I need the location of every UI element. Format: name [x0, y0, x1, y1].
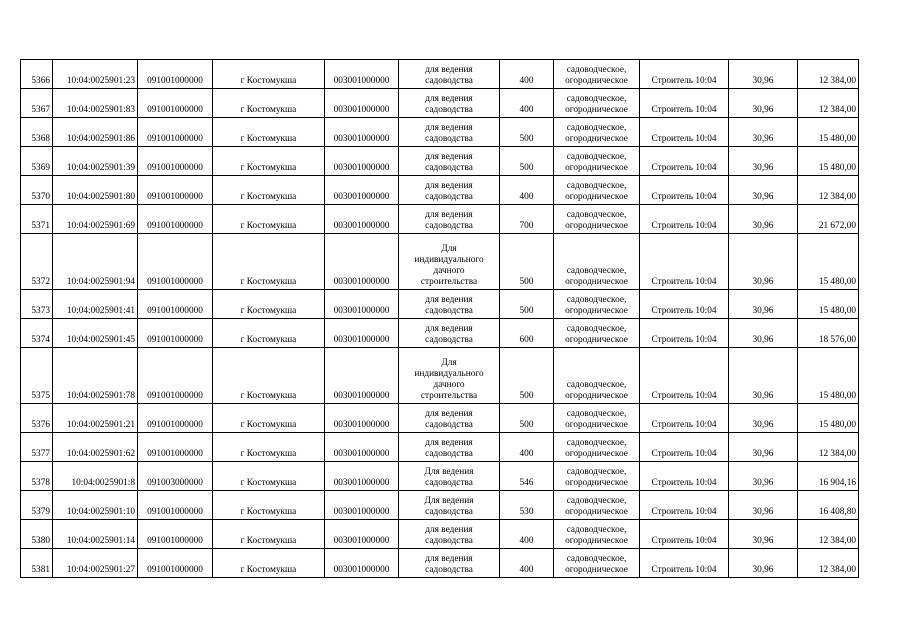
cadastral-number-cell: 10:04:0025901:14 [53, 520, 138, 549]
municipality-cell: г Костомукша [213, 491, 325, 520]
permitted-use-line: садоводства [425, 221, 473, 231]
okato-code-cell: 091001000000 [138, 147, 213, 176]
land-use-type-cell [554, 549, 640, 578]
cadastral-number-cell: 10:04:0025901:45 [53, 319, 138, 348]
permitted-use-line: садоводства [425, 105, 473, 115]
specific-cadastral-value-cell: 30,96 [729, 205, 798, 234]
cadastral-number-cell: 10:04:0025901:62 [53, 433, 138, 462]
land-use-type-line: садоводческое, [566, 123, 627, 133]
plot-area-cell: 400 [500, 433, 554, 462]
table-row [21, 433, 859, 462]
land-use-type-cell [554, 234, 640, 290]
permitted-use-line: строительства [420, 277, 478, 287]
permitted-use-cell [399, 404, 500, 433]
cadastral-value-cell: 12 384,00 [798, 89, 859, 118]
land-use-type-line: садоводческое, [566, 210, 627, 220]
row-number-cell: 5369 [21, 147, 53, 176]
cadastral-quarter-group-cell: Строитель 10:04 [640, 462, 729, 491]
permitted-use-line: индивидуального [414, 369, 484, 379]
specific-cadastral-value-cell: 30,96 [729, 520, 798, 549]
permitted-use-line: садоводства [425, 420, 473, 430]
land-use-type-line: огородническое [565, 391, 628, 401]
land-use-type-line: огородническое [565, 478, 628, 488]
land-use-type-line: огородническое [565, 221, 628, 231]
row-number-cell: 5377 [21, 433, 53, 462]
table-row [21, 176, 859, 205]
cadastral-value-cell: 15 480,00 [798, 234, 859, 290]
land-use-type-cell [554, 404, 640, 433]
permitted-use-line: садоводства [425, 134, 473, 144]
permitted-use-line: садоводства [425, 536, 473, 546]
land-use-type-cell [554, 205, 640, 234]
permitted-use-cell [399, 234, 500, 290]
cadastral-quarter-group-cell: Строитель 10:04 [640, 348, 729, 404]
land-use-type-line: огородническое [565, 192, 628, 202]
municipality-cell: г Костомукша [213, 290, 325, 319]
permitted-use-line: для ведения [425, 181, 473, 191]
cadastral-quarter-group-cell: Строитель 10:04 [640, 60, 729, 89]
cadastral-quarter-group-cell: Строитель 10:04 [640, 520, 729, 549]
land-use-type-line: огородническое [565, 105, 628, 115]
row-number-cell: 5370 [21, 176, 53, 205]
plot-area-cell: 500 [500, 348, 554, 404]
land-use-type-line: садоводческое, [566, 525, 627, 535]
cadastral-value-cell: 21 672,00 [798, 205, 859, 234]
okato-code-cell: 091001000000 [138, 290, 213, 319]
land-use-type-line: садоводческое, [566, 65, 627, 75]
permitted-use-cell [399, 491, 500, 520]
cadastral-quarter-group-cell: Строитель 10:04 [640, 205, 729, 234]
table-row [21, 348, 859, 404]
cadastral-quarter-group-cell: Строитель 10:04 [640, 491, 729, 520]
row-number-cell: 5367 [21, 89, 53, 118]
cadastral-number-cell: 10:04:0025901:39 [53, 147, 138, 176]
cadastral-value-cell: 12 384,00 [798, 549, 859, 578]
row-number-cell: 5371 [21, 205, 53, 234]
row-number-cell: 5375 [21, 348, 53, 404]
cadastral-value-cell: 18 576,00 [798, 319, 859, 348]
plot-area-cell: 500 [500, 404, 554, 433]
municipality-cell: г Костомукша [213, 60, 325, 89]
municipality-cell: г Костомукша [213, 319, 325, 348]
plot-area-cell: 500 [500, 118, 554, 147]
permitted-use-line: дачного [433, 380, 465, 390]
permitted-use-line: садоводства [425, 507, 473, 517]
land-use-type-line: огородническое [565, 76, 628, 86]
oktmo-code-cell: 003001000000 [325, 60, 399, 89]
oktmo-code-cell: 003001000000 [325, 118, 399, 147]
okato-code-cell: 091001000000 [138, 404, 213, 433]
cadastral-quarter-group-cell: Строитель 10:04 [640, 147, 729, 176]
permitted-use-line: садоводства [425, 76, 473, 86]
cadastral-value-cell: 15 480,00 [798, 404, 859, 433]
table-row [21, 520, 859, 549]
plot-area-cell: 546 [500, 462, 554, 491]
okato-code-cell: 091001000000 [138, 433, 213, 462]
plot-area-cell: 400 [500, 549, 554, 578]
permitted-use-line: садоводства [425, 478, 473, 488]
okato-code-cell: 091003000000 [138, 462, 213, 491]
plot-area-cell: 530 [500, 491, 554, 520]
permitted-use-line: индивидуального [414, 255, 484, 265]
permitted-use-cell [399, 60, 500, 89]
permitted-use-line: Для [441, 358, 457, 368]
plot-area-cell: 600 [500, 319, 554, 348]
table-row [21, 549, 859, 578]
specific-cadastral-value-cell: 30,96 [729, 404, 798, 433]
specific-cadastral-value-cell: 30,96 [729, 147, 798, 176]
specific-cadastral-value-cell: 30,96 [729, 176, 798, 205]
municipality-cell: г Костомукша [213, 462, 325, 491]
land-use-type-cell [554, 147, 640, 176]
land-use-type-line: огородническое [565, 449, 628, 459]
cadastral-quarter-group-cell: Строитель 10:04 [640, 549, 729, 578]
land-use-type-line: садоводческое, [566, 467, 627, 477]
permitted-use-line: для ведения [425, 123, 473, 133]
oktmo-code-cell: 003001000000 [325, 348, 399, 404]
oktmo-code-cell: 003001000000 [325, 462, 399, 491]
municipality-cell: г Костомукша [213, 118, 325, 147]
land-use-type-line: огородническое [565, 134, 628, 144]
land-use-type-line: садоводческое, [566, 94, 627, 104]
cadastral-number-cell: 10:04:0025901:83 [53, 89, 138, 118]
cadastral-value-cell: 15 480,00 [798, 118, 859, 147]
cadastral-number-cell: 10:04:0025901:8 [53, 462, 138, 491]
permitted-use-cell [399, 549, 500, 578]
permitted-use-line: Для ведения [424, 467, 474, 477]
table-row [21, 234, 859, 290]
permitted-use-cell [399, 176, 500, 205]
cadastral-number-cell: 10:04:0025901:23 [53, 60, 138, 89]
permitted-use-line: Для ведения [424, 496, 474, 506]
cadastral-value-cell: 16 904,16 [798, 462, 859, 491]
cadastral-number-cell: 10:04:0025901:27 [53, 549, 138, 578]
municipality-cell: г Костомукша [213, 89, 325, 118]
oktmo-code-cell: 003001000000 [325, 491, 399, 520]
permitted-use-line: для ведения [425, 554, 473, 564]
table-row [21, 60, 859, 89]
permitted-use-cell [399, 520, 500, 549]
specific-cadastral-value-cell: 30,96 [729, 234, 798, 290]
cadastral-quarter-group-cell: Строитель 10:04 [640, 118, 729, 147]
land-use-type-line: садоводческое, [566, 152, 627, 162]
table-row [21, 290, 859, 319]
municipality-cell: г Костомукша [213, 348, 325, 404]
table-row [21, 404, 859, 433]
okato-code-cell: 091001000000 [138, 348, 213, 404]
plot-area-cell: 400 [500, 89, 554, 118]
land-use-type-cell [554, 290, 640, 319]
okato-code-cell: 091001000000 [138, 89, 213, 118]
okato-code-cell: 091001000000 [138, 319, 213, 348]
land-use-type-line: садоводческое, [566, 409, 627, 419]
land-use-type-line: садоводческое, [566, 324, 627, 334]
row-number-cell: 5366 [21, 60, 53, 89]
permitted-use-line: садоводства [425, 565, 473, 575]
permitted-use-line: для ведения [425, 152, 473, 162]
okato-code-cell: 091001000000 [138, 60, 213, 89]
specific-cadastral-value-cell: 30,96 [729, 60, 798, 89]
specific-cadastral-value-cell: 30,96 [729, 89, 798, 118]
cadastral-quarter-group-cell: Строитель 10:04 [640, 176, 729, 205]
cadastral-quarter-group-cell: Строитель 10:04 [640, 319, 729, 348]
land-use-type-cell [554, 520, 640, 549]
oktmo-code-cell: 003001000000 [325, 234, 399, 290]
plot-area-cell: 500 [500, 290, 554, 319]
land-use-type-line: огородническое [565, 565, 628, 575]
land-use-type-cell [554, 491, 640, 520]
municipality-cell: г Костомукша [213, 205, 325, 234]
land-use-type-cell [554, 462, 640, 491]
permitted-use-line: для ведения [425, 210, 473, 220]
oktmo-code-cell: 003001000000 [325, 205, 399, 234]
row-number-cell: 5373 [21, 290, 53, 319]
permitted-use-line: для ведения [425, 409, 473, 419]
land-use-type-cell [554, 60, 640, 89]
land-use-type-line: садоводческое, [566, 496, 627, 506]
row-number-cell: 5368 [21, 118, 53, 147]
land-use-type-line: садоводческое, [566, 295, 627, 305]
municipality-cell: г Костомукша [213, 234, 325, 290]
cadastral-value-cell: 12 384,00 [798, 520, 859, 549]
land-use-type-cell [554, 118, 640, 147]
table-row [21, 319, 859, 348]
specific-cadastral-value-cell: 30,96 [729, 290, 798, 319]
cadastral-quarter-group-cell: Строитель 10:04 [640, 433, 729, 462]
plot-area-cell: 500 [500, 147, 554, 176]
permitted-use-cell [399, 89, 500, 118]
okato-code-cell: 091001000000 [138, 176, 213, 205]
permitted-use-cell [399, 147, 500, 176]
cadastral-number-cell: 10:04:0025901:78 [53, 348, 138, 404]
plot-area-cell: 700 [500, 205, 554, 234]
table-row [21, 89, 859, 118]
permitted-use-cell [399, 348, 500, 404]
plot-area-cell: 500 [500, 234, 554, 290]
oktmo-code-cell: 003001000000 [325, 520, 399, 549]
plot-area-cell: 400 [500, 176, 554, 205]
row-number-cell: 5374 [21, 319, 53, 348]
land-use-type-cell [554, 348, 640, 404]
cadastral-number-cell: 10:04:0025901:21 [53, 404, 138, 433]
permitted-use-line: для ведения [425, 438, 473, 448]
table-row [21, 118, 859, 147]
cadastral-number-cell: 10:04:0025901:10 [53, 491, 138, 520]
land-use-type-cell [554, 176, 640, 205]
specific-cadastral-value-cell: 30,96 [729, 319, 798, 348]
permitted-use-line: для ведения [425, 525, 473, 535]
land-use-type-cell [554, 89, 640, 118]
oktmo-code-cell: 003001000000 [325, 319, 399, 348]
municipality-cell: г Костомукша [213, 520, 325, 549]
permitted-use-line: садоводства [425, 335, 473, 345]
row-number-cell: 5379 [21, 491, 53, 520]
okato-code-cell: 091001000000 [138, 491, 213, 520]
permitted-use-cell [399, 205, 500, 234]
permitted-use-cell [399, 319, 500, 348]
oktmo-code-cell: 003001000000 [325, 549, 399, 578]
specific-cadastral-value-cell: 30,96 [729, 348, 798, 404]
oktmo-code-cell: 003001000000 [325, 290, 399, 319]
cadastral-number-cell: 10:04:0025901:86 [53, 118, 138, 147]
plot-area-cell: 400 [500, 60, 554, 89]
land-use-type-cell [554, 433, 640, 462]
oktmo-code-cell: 003001000000 [325, 433, 399, 462]
land-use-type-line: садоводческое, [566, 181, 627, 191]
land-use-type-line: огородническое [565, 507, 628, 517]
okato-code-cell: 091001000000 [138, 234, 213, 290]
cadastral-quarter-group-cell: Строитель 10:04 [640, 404, 729, 433]
cadastral-number-cell: 10:04:0025901:41 [53, 290, 138, 319]
cadastral-number-cell: 10:04:0025901:69 [53, 205, 138, 234]
table-row [21, 205, 859, 234]
permitted-use-line: садоводства [425, 449, 473, 459]
permitted-use-line: Для [441, 244, 457, 254]
oktmo-code-cell: 003001000000 [325, 89, 399, 118]
land-use-type-line: садоводческое, [566, 554, 627, 564]
municipality-cell: г Костомукша [213, 147, 325, 176]
land-use-type-line: садоводческое, [566, 266, 627, 276]
land-use-type-line: огородническое [565, 306, 628, 316]
cadastral-value-cell: 12 384,00 [798, 176, 859, 205]
okato-code-cell: 091001000000 [138, 205, 213, 234]
land-use-type-line: садоводческое, [566, 438, 627, 448]
permitted-use-line: садоводства [425, 306, 473, 316]
okato-code-cell: 091001000000 [138, 520, 213, 549]
row-number-cell: 5376 [21, 404, 53, 433]
permitted-use-line: садоводства [425, 192, 473, 202]
row-number-cell: 5380 [21, 520, 53, 549]
row-number-cell: 5372 [21, 234, 53, 290]
cadastral-value-cell: 15 480,00 [798, 348, 859, 404]
cadastral-value-cell: 12 384,00 [798, 60, 859, 89]
land-use-type-line: огородническое [565, 420, 628, 430]
specific-cadastral-value-cell: 30,96 [729, 549, 798, 578]
land-use-type-line: огородническое [565, 335, 628, 345]
municipality-cell: г Костомукша [213, 404, 325, 433]
table-row [21, 491, 859, 520]
permitted-use-line: для ведения [425, 65, 473, 75]
cadastral-value-cell: 12 384,00 [798, 433, 859, 462]
permitted-use-line: для ведения [425, 324, 473, 334]
plot-area-cell: 400 [500, 520, 554, 549]
permitted-use-line: для ведения [425, 94, 473, 104]
land-use-type-line: огородническое [565, 536, 628, 546]
specific-cadastral-value-cell: 30,96 [729, 433, 798, 462]
cadastral-number-cell: 10:04:0025901:80 [53, 176, 138, 205]
permitted-use-line: строительства [420, 391, 478, 401]
okato-code-cell: 091001000000 [138, 549, 213, 578]
oktmo-code-cell: 003001000000 [325, 176, 399, 205]
permitted-use-line: для ведения [425, 295, 473, 305]
land-use-type-line: огородническое [565, 163, 628, 173]
table-body [21, 60, 859, 578]
land-use-type-line: садоводческое, [566, 380, 627, 390]
permitted-use-cell [399, 433, 500, 462]
permitted-use-cell [399, 290, 500, 319]
permitted-use-line: дачного [433, 266, 465, 276]
specific-cadastral-value-cell: 30,96 [729, 118, 798, 147]
row-number-cell: 5378 [21, 462, 53, 491]
cadastral-number-cell: 10:04:0025901:94 [53, 234, 138, 290]
table-row [21, 462, 859, 491]
land-use-type-cell [554, 319, 640, 348]
okato-code-cell: 091001000000 [138, 118, 213, 147]
table-row [21, 147, 859, 176]
oktmo-code-cell: 003001000000 [325, 147, 399, 176]
specific-cadastral-value-cell: 30,96 [729, 491, 798, 520]
specific-cadastral-value-cell: 30,96 [729, 462, 798, 491]
cadastral-value-cell: 16 408,80 [798, 491, 859, 520]
cadastral-value-cell: 15 480,00 [798, 147, 859, 176]
cadastral-quarter-group-cell: Строитель 10:04 [640, 89, 729, 118]
municipality-cell: г Костомукша [213, 433, 325, 462]
cadastral-quarter-group-cell: Строитель 10:04 [640, 290, 729, 319]
permitted-use-line: садоводства [425, 163, 473, 173]
land-plots-table [20, 59, 859, 578]
land-use-type-line: огородническое [565, 277, 628, 287]
cadastral-value-cell: 15 480,00 [798, 290, 859, 319]
row-number-cell: 5381 [21, 549, 53, 578]
cadastral-quarter-group-cell: Строитель 10:04 [640, 234, 729, 290]
permitted-use-cell [399, 118, 500, 147]
oktmo-code-cell: 003001000000 [325, 404, 399, 433]
permitted-use-cell [399, 462, 500, 491]
municipality-cell: г Костомукша [213, 549, 325, 578]
municipality-cell: г Костомукша [213, 176, 325, 205]
